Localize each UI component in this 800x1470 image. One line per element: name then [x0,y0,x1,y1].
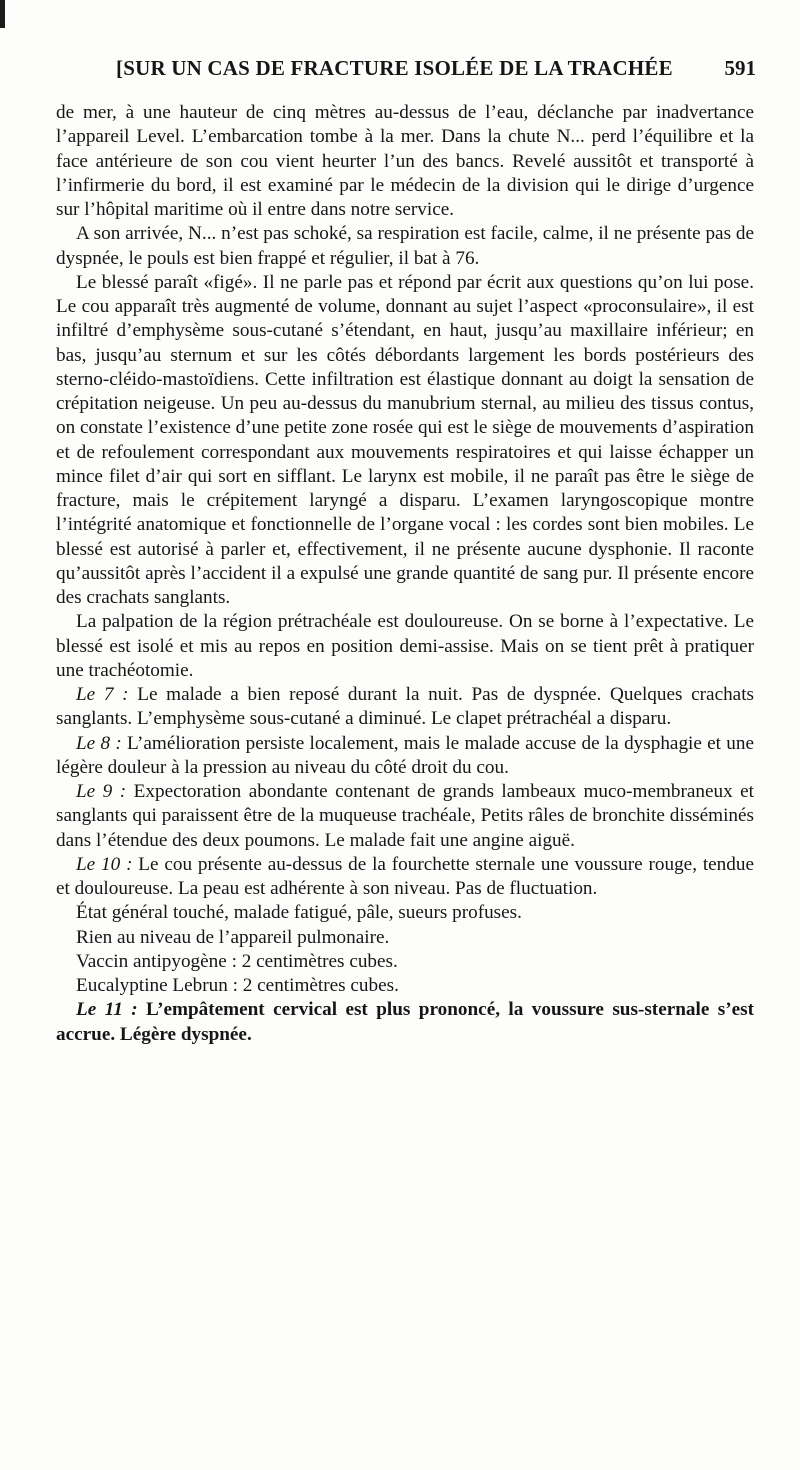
paragraph: Le blessé paraît «figé». Il ne parle pas et répond par écrit aux questions qu’on lui pose. Le cou apparaît très augmenté de volume, donnant au sujet l’aspect «proconsulaire», il est infiltré d’emphysème sous-cutané s’étendant, en haut, jusqu’au maxillaire inférieur; en bas, jusqu’au sternum et sur les côtés débordants largement les bords postérieurs des sterno-cléido-mastoïdiens. Cette infiltration est élastique donnant au doigt la sensation de crépitation neigeuse. Un peu au-dessus du manubrium sternal, au milieu des tissus contus, on constate l’existence d’une petite zone rosée qui est le siège de mouvements d’aspiration et de refoulement correspondant aux mouvements respiratoires et qui laisse échapper un mince filet d’air qui sort en sifflant. Le larynx est mobile, il ne paraît pas être le siège de fracture, mais le crépitement laryngé a disparu. L’examen laryngoscopique montre l’intégrité anatomique et fonctionnelle de l’organe vocal : les cordes sont bien mobiles. Le blessé est autorisé à parler et, effectivement, il ne présente aucune dysphonie. Il raconte qu’aussitôt après l’accident il a expulsé une grande quantité de sang pur. Il présente encore des crachats sanglants. [56,271,754,608]
journal-entry: Le 10 : Le cou présente au-dessus de la fourchette sternale une voussure rouge, tendue et douloureuse. La peau est adhérente à son niveau. Pas de fluctuation. [56,853,754,899]
paragraph: État général touché, malade fatigué, pâle, sueurs profuses. [76,902,522,924]
journal-entry: Le 7 : Le malade a bien reposé durant la nuit. Pas de dyspnée. Quelques crachats sanglants. L’emphysème sous-cutané a diminué. Le clapet prétrachéal a disparu. [56,684,754,730]
journal-entry: Le 11 : L’empâtement cervical est plus prononcé, la voussure sus-sternale s’est accrue. Légère dyspnée. [56,999,754,1045]
running-title: [SUR UN CAS DE FRACTURE ISOLÉE DE LA TRACHÉE [116,56,673,80]
entry-date: Le 7 : [76,684,129,705]
entry-date: Le 9 : [76,781,127,802]
entry-date: Le 10 : [76,853,133,875]
page-edge-mark [0,0,5,28]
page-number: 591 [724,56,756,80]
paragraph: La palpation de la région prétrachéale est douloureuse. On se borne à l’expectative. Le blessé est isolé et mis au repos en position demi-assise. Mais on se tient prêt à pratiquer une trachéotomie. [56,611,754,681]
paragraph: Rien au niveau de l’appareil pulmonaire. [76,926,390,948]
paragraph: A son arrivée, N... n’est pas schoké, sa respiration est facile, calme, il ne présente pas de dyspnée, le pouls est bien frappé et régulier, il bat à 76. [56,223,754,269]
paragraph: Eucalyptine Lebrun : 2 centimètres cubes. [76,975,399,996]
entry-date: Le 8 : [76,732,122,754]
paragraph: Vaccin antipyogène : 2 centimètres cubes. [76,950,398,972]
journal-entry: Le 8 : L’amélioration persiste localement, mais le malade accuse de la dysphagie et une légère douleur à la pression au niveau du côté droit du cou. [56,732,755,778]
journal-entry: Le 9 : Expectoration abondante contenant de grands lambeaux muco-membraneux et sanglants qui paraissent être de la muqueuse trachéale, Petits râles de bronchite disséminés dans l’étendue des deux poumons. Le malade fait une angine aiguë. [56,781,755,851]
body-text [56,101,754,1047]
paragraph: de mer, à une hauteur de cinq mètres au-dessus de l’eau, déclanche par inadvertance l’appareil Level. L’embarcation tombe à la mer. Dans la chute N... perd l’équilibre et la face antérieure de son cou vient heurter l’un des bancs. Revelé aussitôt et transporté à l’infirmerie du bord, il est examiné par le médecin de la division qui le dirige d’urgence sur l’hôpital maritime où il entre dans notre service. [56,102,754,220]
entry-date: Le 11 : [76,999,138,1021]
page-header [116,56,756,86]
